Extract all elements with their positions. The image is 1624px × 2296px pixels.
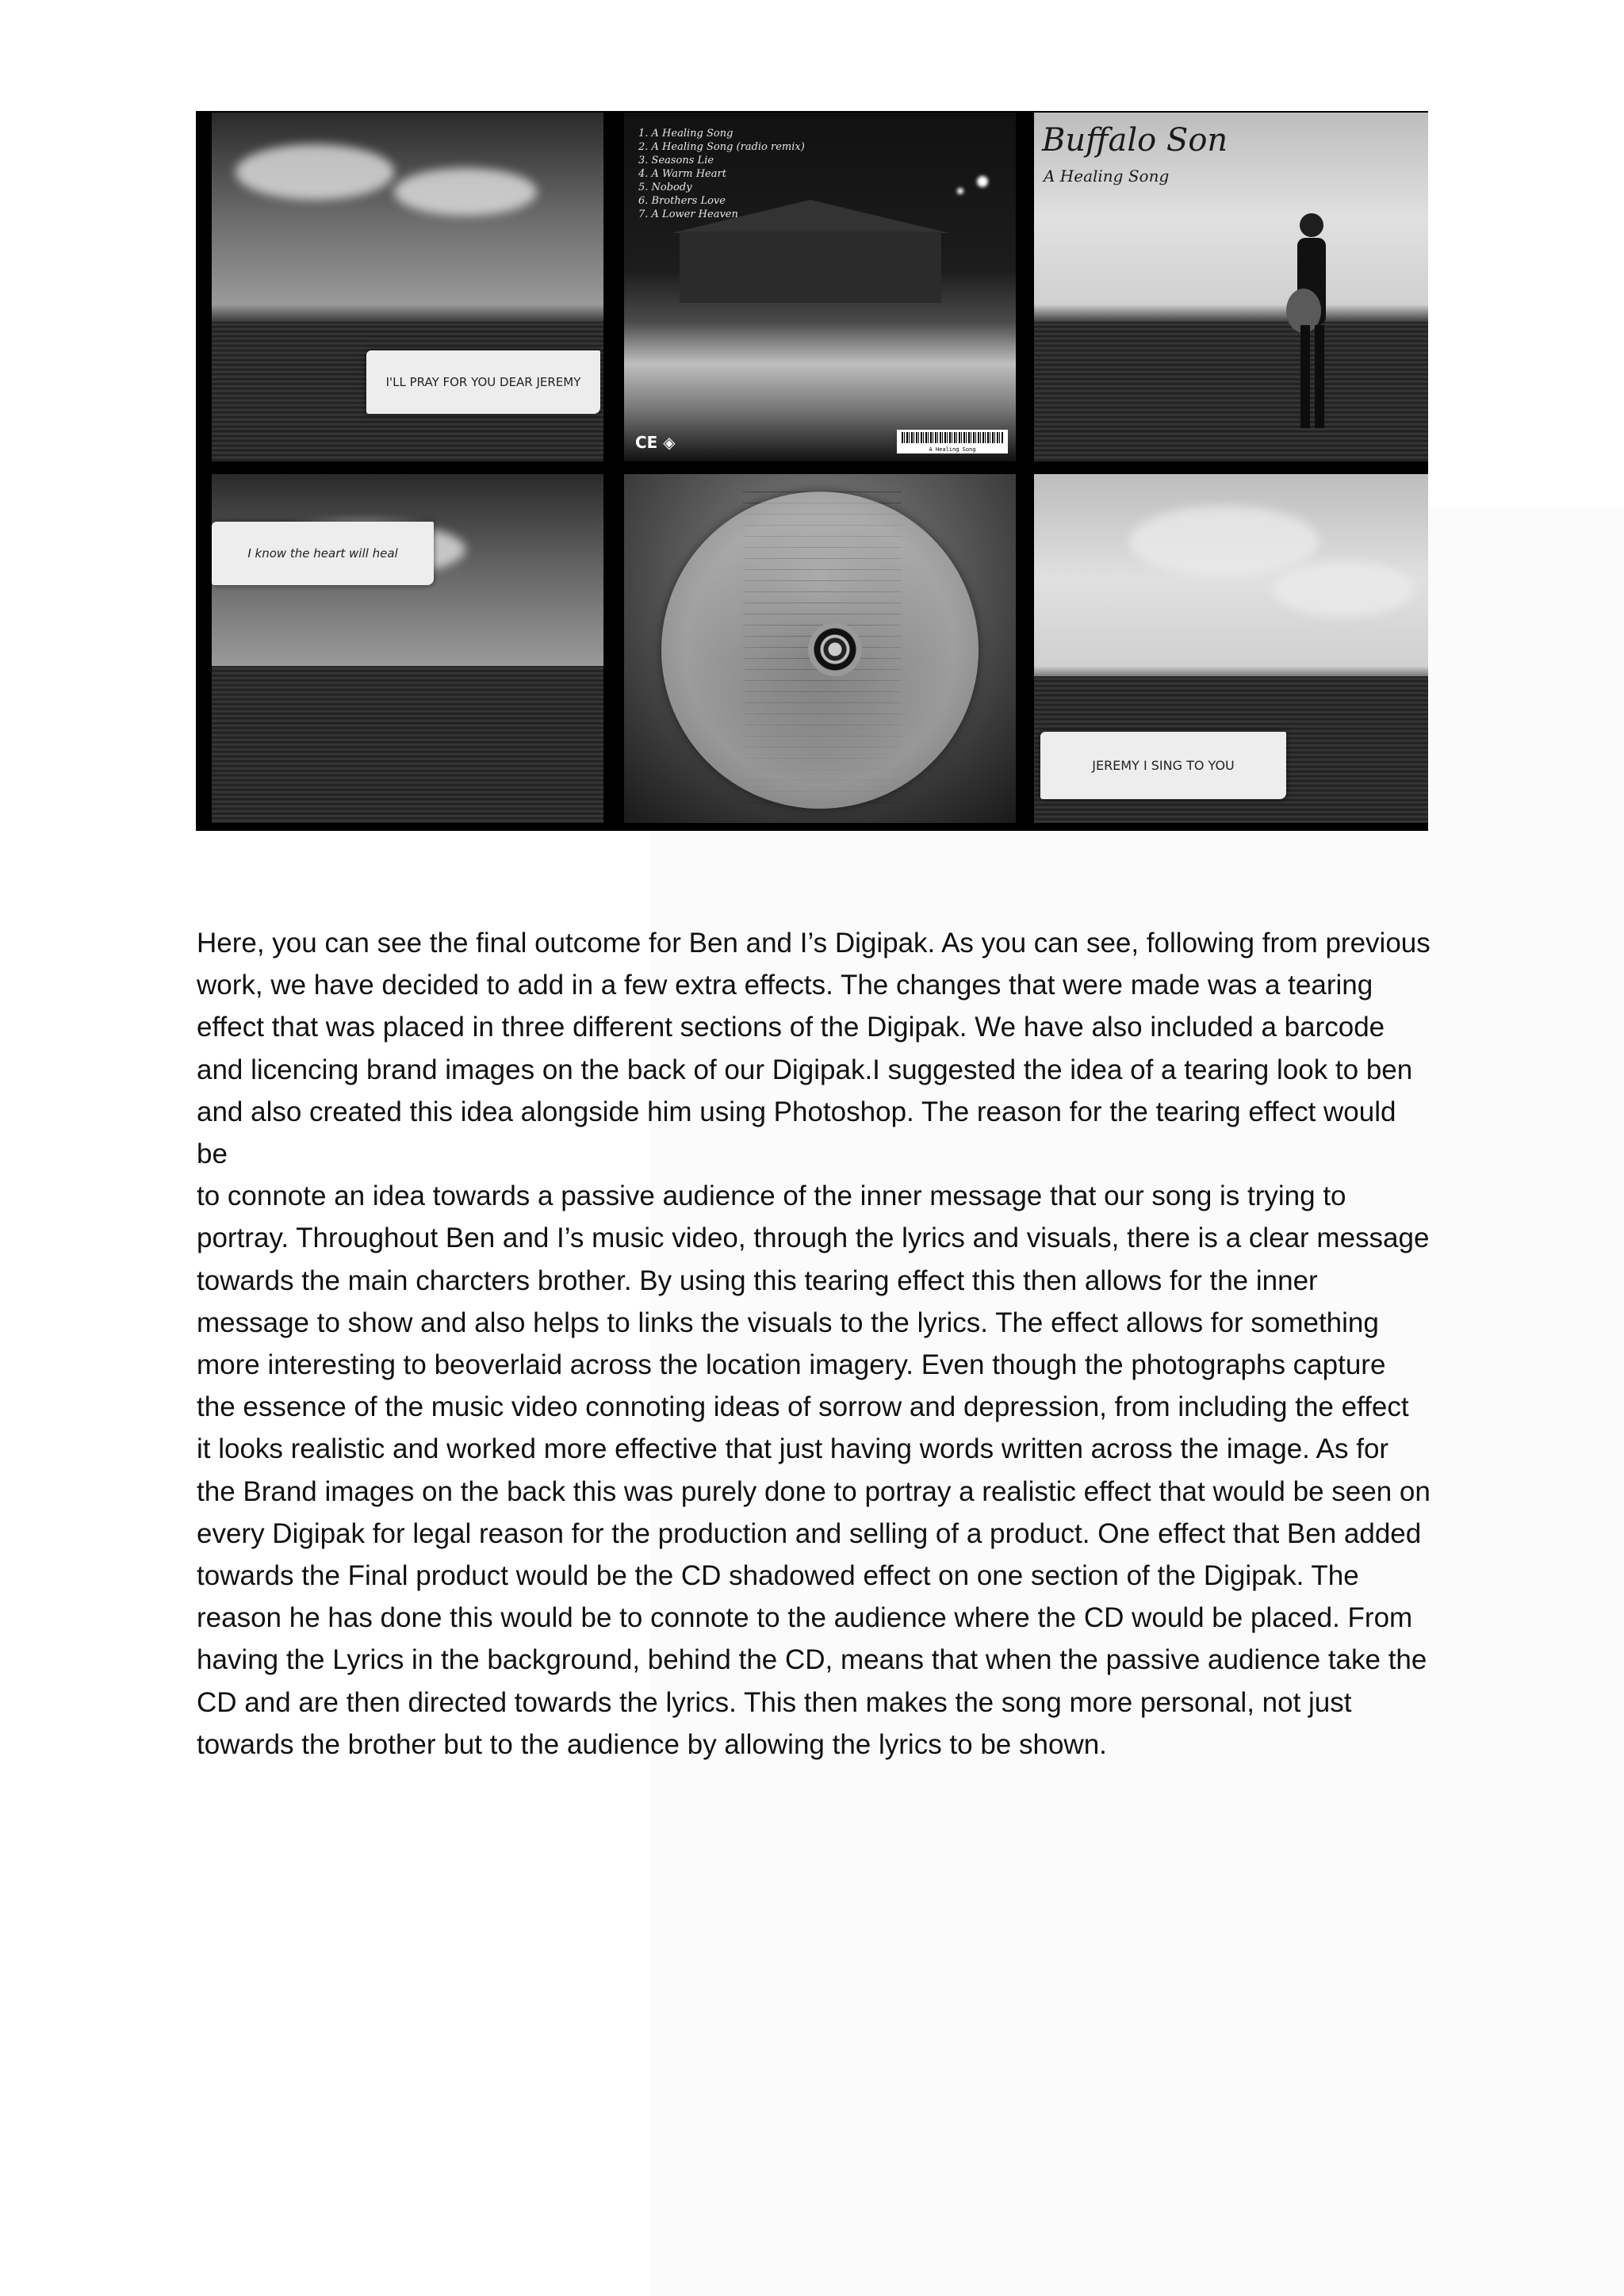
torn-paper-banner (1040, 732, 1286, 799)
cloud (1129, 506, 1320, 577)
digipak-collage-image (196, 111, 1428, 831)
barcode-lines (902, 432, 1003, 443)
panel-back-cover (624, 113, 1016, 461)
track-item: 1. A Healing Song (638, 128, 733, 140)
street-light (977, 176, 988, 187)
track-item: 6. Brothers Love (638, 195, 726, 207)
track-item: 5. Nobody (638, 182, 692, 193)
cd-shadow-disc (661, 492, 979, 809)
track-item: 2. A Healing Song (radio remix) (638, 141, 805, 153)
body-paragraph: Here, you can see the final outcome for Ben and I’s Digipak. As you can see, following from previous work, we have decided to add in a few extra effects. The changes that were made was a tearing effect that was placed in three different sections of the Digipak. We have also included a barcode and licencing brand images on the back of our Digipak.I suggested the idea of a tearing look to ben and also created this idea alongside him using Photoshop. The reason for the tearing effect would be to connote an idea towards a passive audience of the inner message that our song is trying to portray. Throughout Ben and I’s music video, through the lyrics and visuals, there is a clear message towards the main charcters brother. By using this tearing effect this then allows for the inner message to show and also helps to links the visuals to the lyrics. The effect allows for something more interesting to beoverlaid across the location imagery. Even though the photographs capture the essence of the music video connoting ideas of sorrow and depression, from including the effect it looks realistic and worked more effective that just having words written across the image. As for the Brand images on the back this was purely done to portray a realistic effect that would be seen on every Digipak for legal reason for the production and selling of a product. One effect that Ben added towards the Final product would be the CD shadowed effect on one section of the Digipak. The reason he has done this would be to connote to the audience where the CD would be placed. From having the Lyrics in the background, behind the CD, means that when the passive audience take the CD and are then directed towards the lyrics. This then makes the song more personal, not just towards the brother but to the audience by allowing the lyrics to be shown. (197, 928, 1431, 1760)
panel-inner-right-field (1034, 474, 1428, 823)
street-light (957, 188, 963, 194)
torn-paper-banner (212, 522, 434, 585)
house-silhouette (680, 232, 941, 303)
panel-front-cover (1034, 113, 1428, 461)
album-artist-name: Buffalo Son (1042, 122, 1228, 159)
cloud (236, 144, 394, 200)
banner-text: JEREMY I SING TO YOU (1092, 758, 1235, 773)
panel-front-left-field (212, 113, 603, 461)
barcode (897, 430, 1008, 453)
cloud (1272, 561, 1415, 617)
barcode-caption: A Healing Song (929, 446, 976, 453)
banner-text: I know the heart will heal (247, 546, 398, 561)
track-item: 3. Seasons Lie (638, 155, 714, 166)
cd-hub (808, 622, 862, 676)
guitarist-figure (1280, 208, 1343, 438)
panel-inner-left-field (212, 474, 603, 823)
track-item: 4. A Warm Heart (638, 168, 726, 180)
cloud (394, 168, 537, 216)
banner-text: I'LL PRAY FOR YOU DEAR JEREMY (385, 375, 581, 389)
torn-paper-banner (366, 350, 600, 414)
ploughed-field (1034, 322, 1428, 461)
house-roof (672, 200, 949, 233)
ce-mark-text: CE (635, 433, 658, 452)
ploughed-field (212, 666, 603, 823)
track-item: 7. A Lower Heaven (638, 209, 738, 220)
album-title: A Healing Song (1044, 166, 1170, 186)
panel-cd-tray (624, 474, 1016, 823)
ce-licence-mark: CE ◈ (635, 433, 676, 452)
